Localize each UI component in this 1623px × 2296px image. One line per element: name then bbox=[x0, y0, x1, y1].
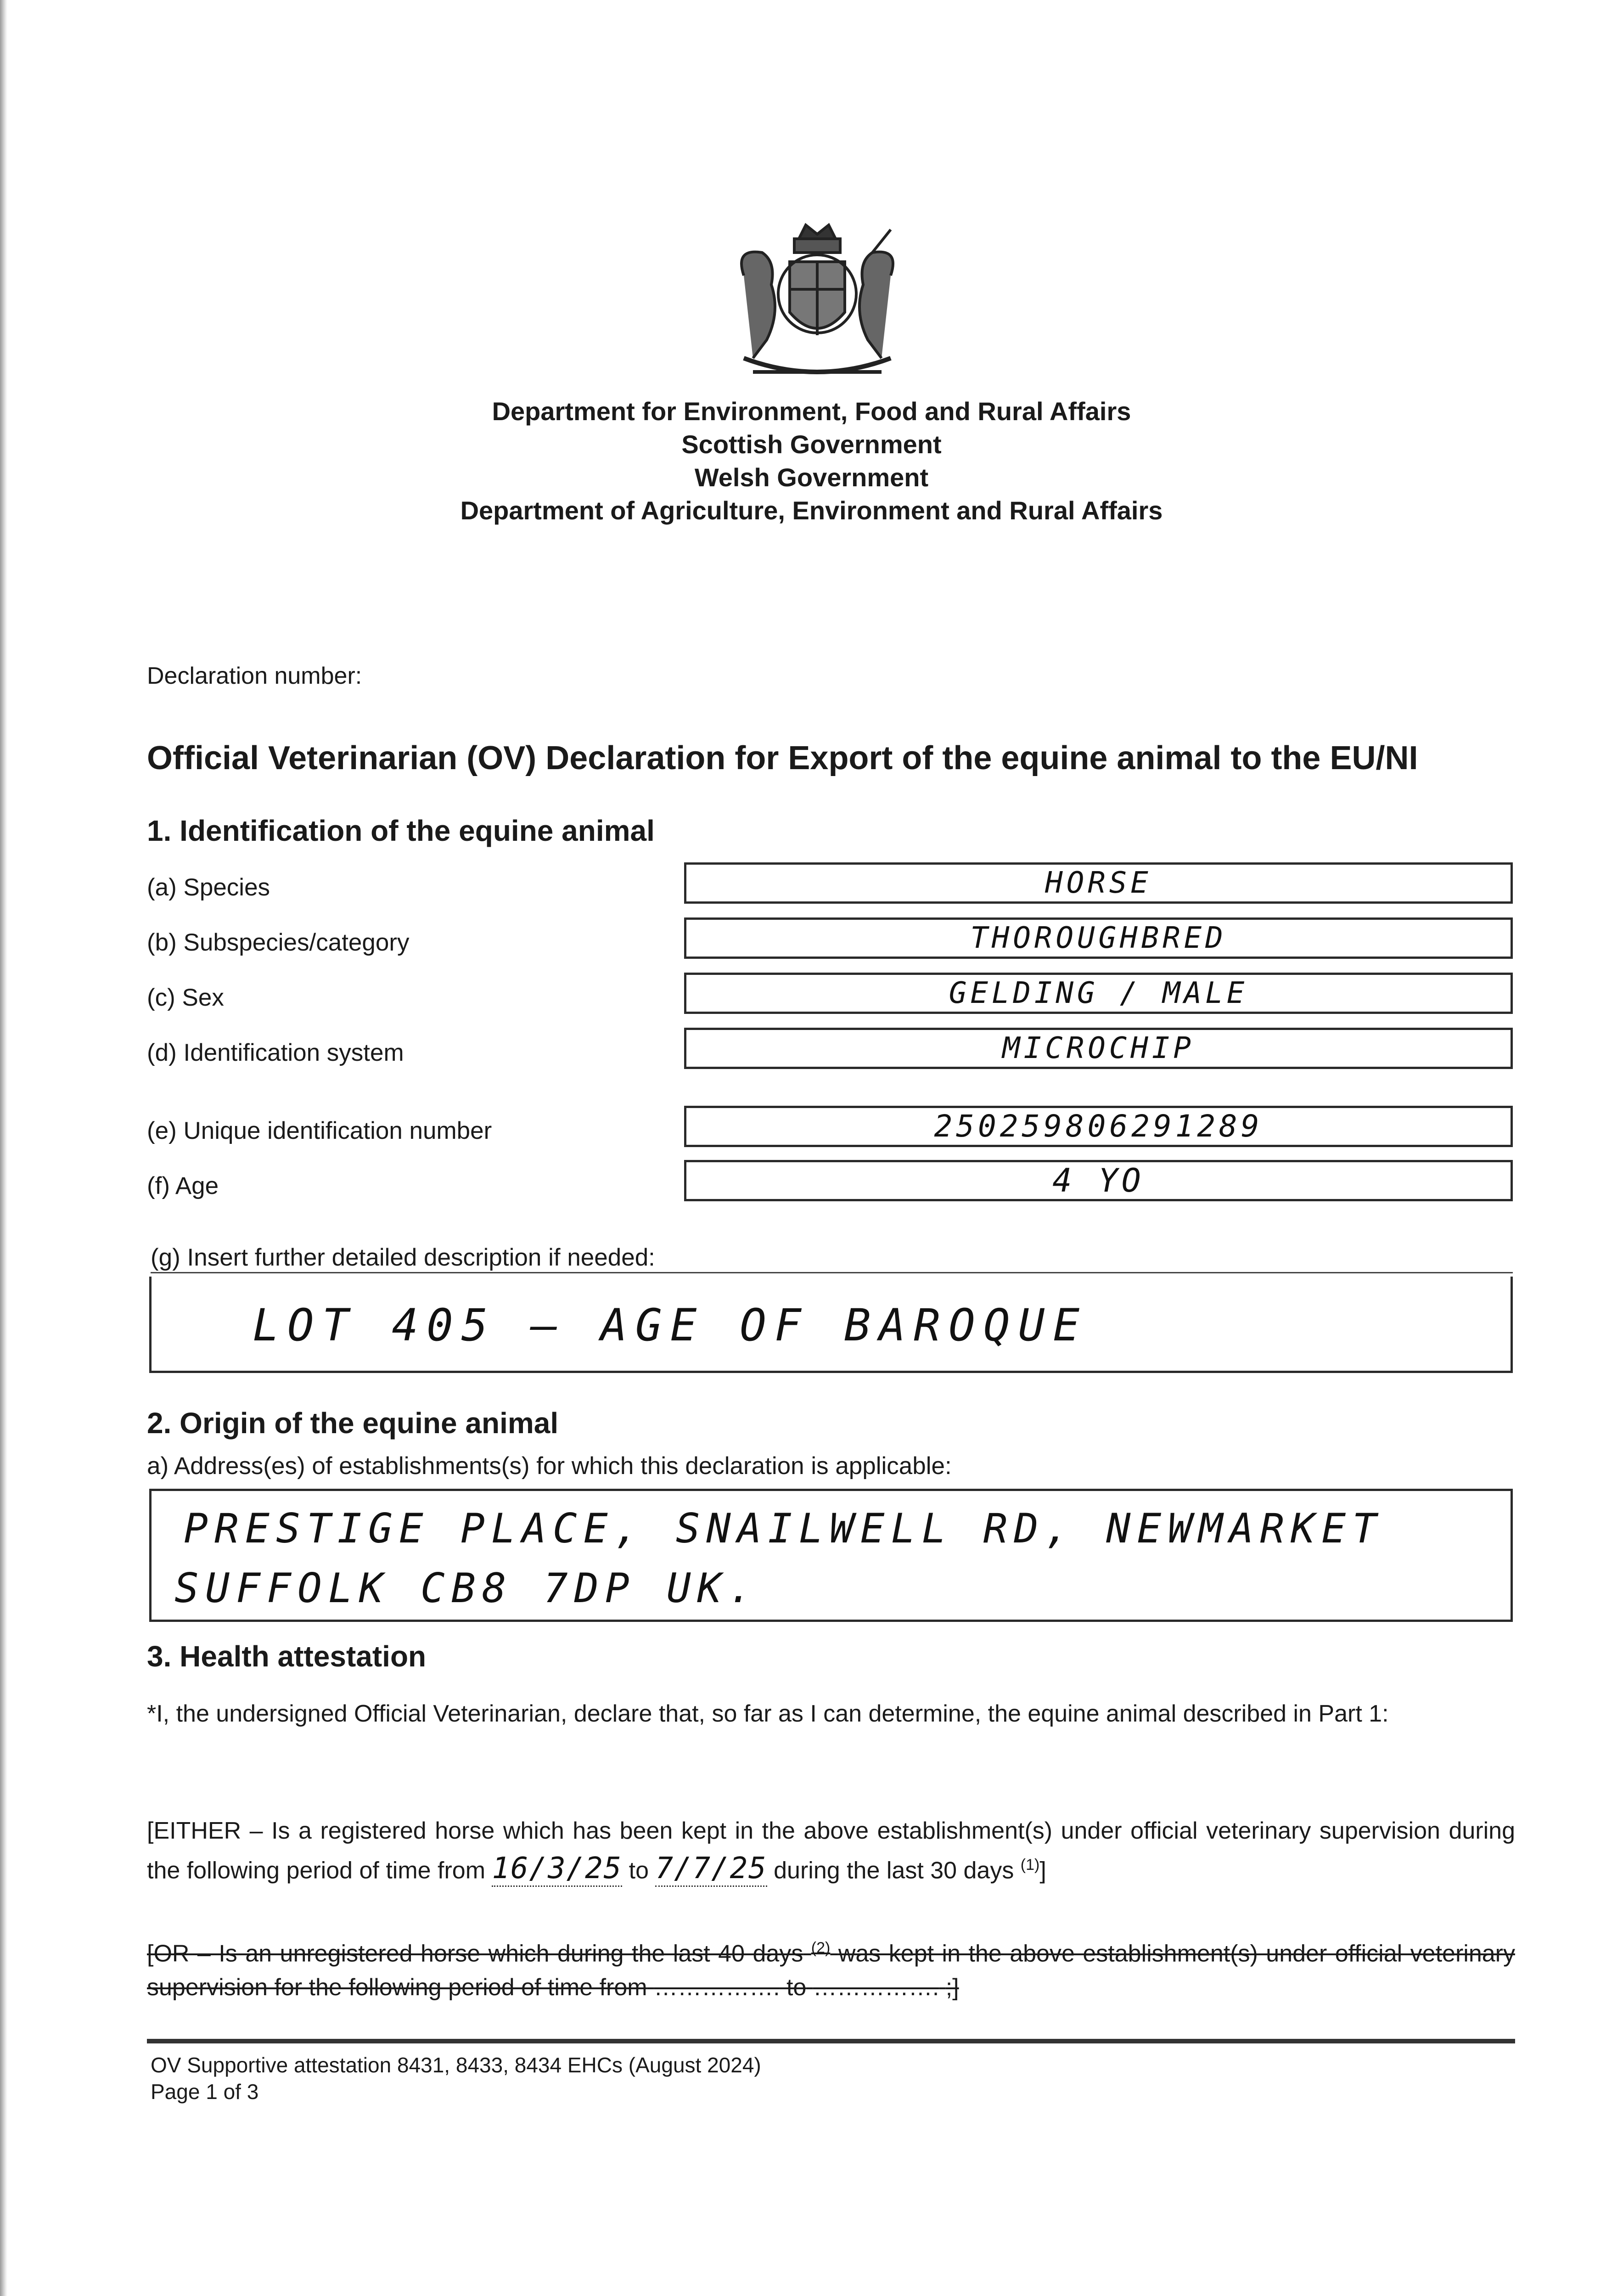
divider bbox=[151, 1272, 1513, 1273]
subspecies-value: THOROUGHBRED bbox=[970, 921, 1227, 955]
footnote-marker: (2) bbox=[811, 1939, 831, 1957]
section-heading-health-attestation: 3. Health attestation bbox=[147, 1640, 427, 1673]
footer-document-reference: OV Supportive attestation 8431, 8433, 8434 EHCs (August 2024) bbox=[151, 2053, 761, 2077]
field-label-unique-id: (e) Unique identification number bbox=[147, 1117, 492, 1144]
either-text-end: during the last 30 days bbox=[774, 1857, 1014, 1884]
description-label: (g) Insert further detailed description if needed: bbox=[151, 1244, 655, 1271]
page-title: Official Veterinarian (OV) Declaration for Export of the equine animal to the EU/NI bbox=[147, 740, 1418, 777]
department-name: Scottish Government bbox=[681, 430, 942, 459]
either-to-word: to bbox=[629, 1857, 649, 1884]
section-heading-identification: 1. Identification of the equine animal bbox=[147, 814, 655, 847]
address-line: SUFFOLK CB8 7DP UK. bbox=[174, 1564, 759, 1612]
age-value: 4 YO bbox=[1052, 1162, 1145, 1199]
declaration-number-label: Declaration number: bbox=[147, 663, 362, 689]
either-text: [EITHER – Is a registered horse which has been kept in the above establishment(s) under official veterinary supervision during the following period of time from bbox=[147, 1818, 1515, 1884]
identification-system-field[interactable] bbox=[684, 1028, 1513, 1069]
or-clause-struck bbox=[147, 1931, 1515, 2004]
or-to-blank: ……………. bbox=[813, 1974, 939, 2001]
subspecies-field[interactable] bbox=[684, 917, 1513, 959]
identification-system-value: MICROCHIP bbox=[1002, 1031, 1195, 1065]
address-label: a) Address(es) of establishments(s) for which this declaration is applicable: bbox=[147, 1452, 952, 1480]
either-from-date: 16/3/25 bbox=[492, 1851, 622, 1887]
footer-divider bbox=[147, 2039, 1515, 2043]
or-bracket-close: ;] bbox=[945, 1974, 959, 2001]
or-from-blank: ……………. bbox=[654, 1974, 780, 2001]
department-name: Department for Environment, Food and Rural Affairs bbox=[492, 397, 1131, 426]
royal-coat-of-arms-icon bbox=[725, 220, 909, 390]
unique-id-field[interactable] bbox=[684, 1106, 1513, 1147]
footnote-marker: (1) bbox=[1020, 1856, 1040, 1874]
species-field[interactable] bbox=[684, 862, 1513, 904]
description-value: LOT 405 — AGE OF BAROQUE bbox=[253, 1300, 1088, 1351]
scan-edge bbox=[0, 0, 7, 2296]
or-text: [OR – Is an unregistered horse which during the last 40 days bbox=[147, 1940, 803, 1967]
field-label-species: (a) Species bbox=[147, 874, 270, 901]
section-heading-origin: 2. Origin of the equine animal bbox=[147, 1407, 559, 1440]
footer-page-number: Page 1 of 3 bbox=[151, 2080, 259, 2104]
or-to-word: to bbox=[786, 1974, 807, 2001]
department-name: Welsh Government bbox=[694, 463, 929, 492]
either-clause bbox=[147, 1814, 1515, 1887]
description-field[interactable] bbox=[149, 1277, 1513, 1373]
address-line: PRESTIGE PLACE, SNAILWELL RD, NEWMARKET bbox=[184, 1505, 1383, 1552]
or-text-middle: was kept in the above establishment(s) under official veterinary supervision for the following period of time from bbox=[147, 1940, 1515, 2001]
field-label-age: (f) Age bbox=[147, 1172, 219, 1199]
sex-value: GELDING / MALE bbox=[949, 976, 1248, 1010]
age-field[interactable] bbox=[684, 1160, 1513, 1201]
field-label-subspecies: (b) Subspecies/category bbox=[147, 929, 410, 956]
field-label-sex: (c) Sex bbox=[147, 984, 224, 1011]
sex-field[interactable] bbox=[684, 973, 1513, 1014]
unique-id-value: 250259806291289 bbox=[934, 1109, 1263, 1144]
field-label-identification-system: (d) Identification system bbox=[147, 1039, 404, 1066]
species-value: HORSE bbox=[1045, 866, 1152, 900]
health-attestation-intro: *I, the undersigned Official Veterinarian, declare that, so far as I can determine, the equine animal described in Part 1: bbox=[147, 1700, 1389, 1727]
either-to-date: 7/7/25 bbox=[655, 1851, 767, 1887]
bracket-close: ] bbox=[1039, 1857, 1046, 1884]
address-field[interactable] bbox=[149, 1489, 1513, 1622]
department-name: Department of Agriculture, Environment and Rural Affairs bbox=[460, 496, 1163, 525]
